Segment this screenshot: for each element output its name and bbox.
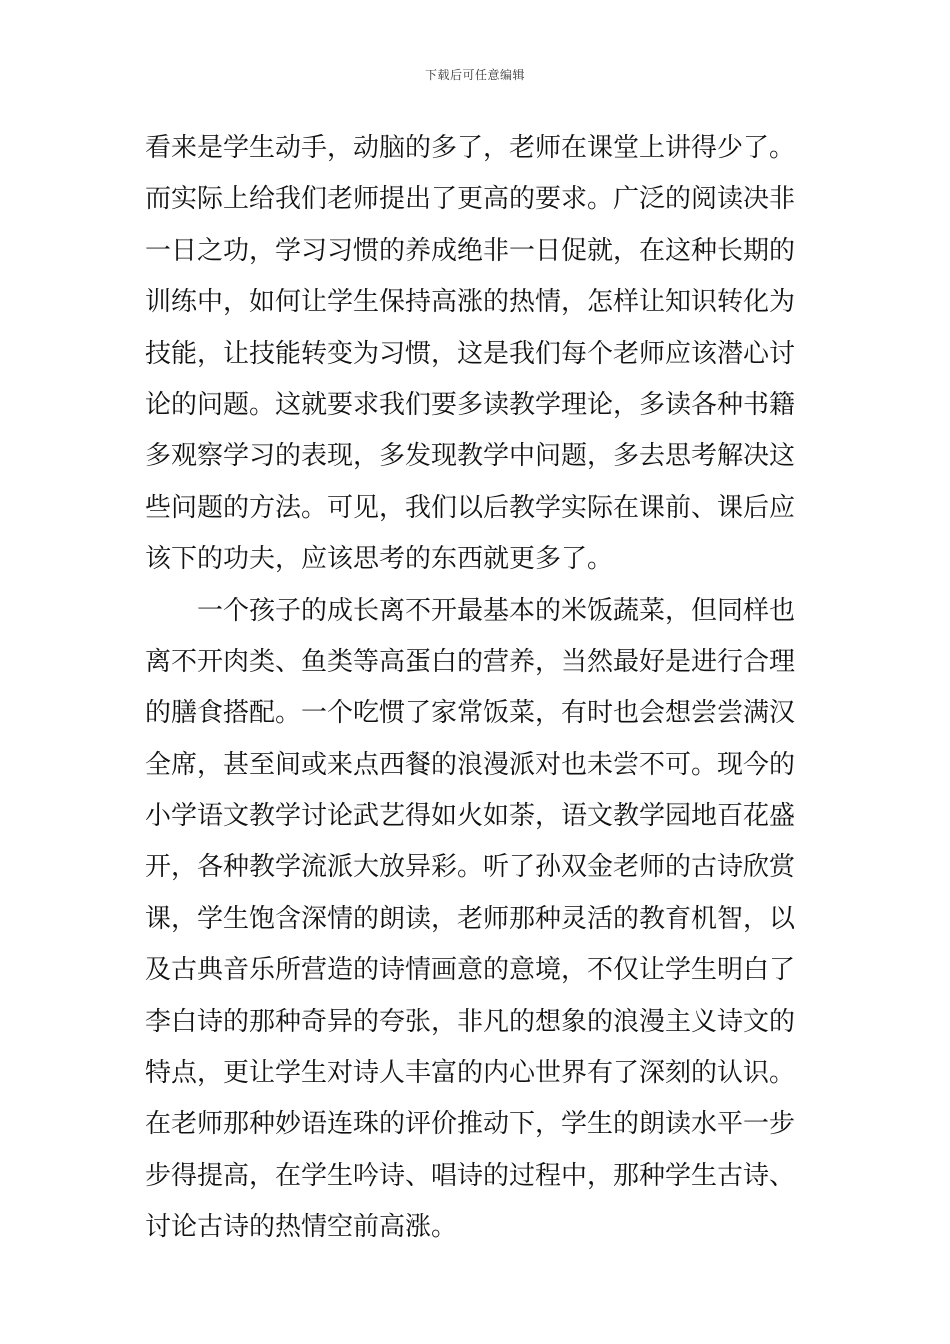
text-line: 讨论古诗的热情空前高涨。	[145, 1212, 458, 1243]
text-line: 的膳食搭配。一个吃惯了家常饭菜，有时也会想尝尝满汉	[145, 698, 796, 729]
text-line: 多观察学习的表现，多发现教学中问题，多去思考解决这	[145, 441, 796, 472]
text-line: 些问题的方法。可见，我们以后教学实际在课前、课后应	[145, 492, 796, 523]
text-line: 特点，更让学生对诗人丰富的内心世界有了深刻的认识。	[145, 1058, 796, 1089]
text-line: 及古典音乐所营造的诗情画意的意境，不仅让学生明白了	[145, 955, 796, 986]
text-line: 开，各种教学流派大放异彩。听了孙双金老师的古诗欣赏	[145, 852, 796, 883]
text-line: 训练中，如何让学生保持高涨的热情，怎样让知识转化为	[145, 287, 796, 318]
text-line: 在老师那种妙语连珠的评价推动下，学生的朗读水平一步	[145, 1109, 796, 1140]
text-line: 看来是学生动手，动脑的多了，老师在课堂上讲得少了。	[145, 133, 796, 163]
text-line: 离不开肉类、鱼类等高蛋白的营养，当然最好是进行合理	[145, 646, 796, 677]
body-text	[145, 128, 810, 1259]
text-line: 李白诗的那种奇异的夸张，非凡的想象的浪漫主义诗文的	[145, 1006, 796, 1037]
text-line: 而实际上给我们老师提出了更高的要求。广泛的阅读决非	[145, 184, 796, 215]
text-line: 步得提高，在学生吟诗、唱诗的过程中，那种学生古诗、	[145, 1160, 796, 1191]
header-note: 下载后可任意编辑	[424, 68, 525, 82]
text-line: 技能，让技能转变为习惯，这是我们每个老师应该潜心讨	[145, 338, 796, 369]
text-line: 全席，甚至间或来点西餐的浪漫派对也未尝不可。现今的	[145, 749, 796, 780]
text-line: 小学语文教学讨论武艺得如火如荼，语文教学园地百花盛	[145, 801, 796, 832]
text-line: 一日之功，学习习惯的养成绝非一日促就，在这种长期的	[145, 235, 796, 266]
text-line: 该下的功夫，应该思考的东西就更多了。	[145, 544, 614, 575]
text-line: 课，学生饱含深情的朗读，老师那种灵活的教育机智，以	[145, 903, 796, 934]
text-line: 论的问题。这就要求我们要多读教学理论，多读各种书籍	[145, 389, 796, 420]
paragraph-start-line: 一个孩子的成长离不开最基本的米饭蔬菜，但同样也	[197, 595, 796, 626]
